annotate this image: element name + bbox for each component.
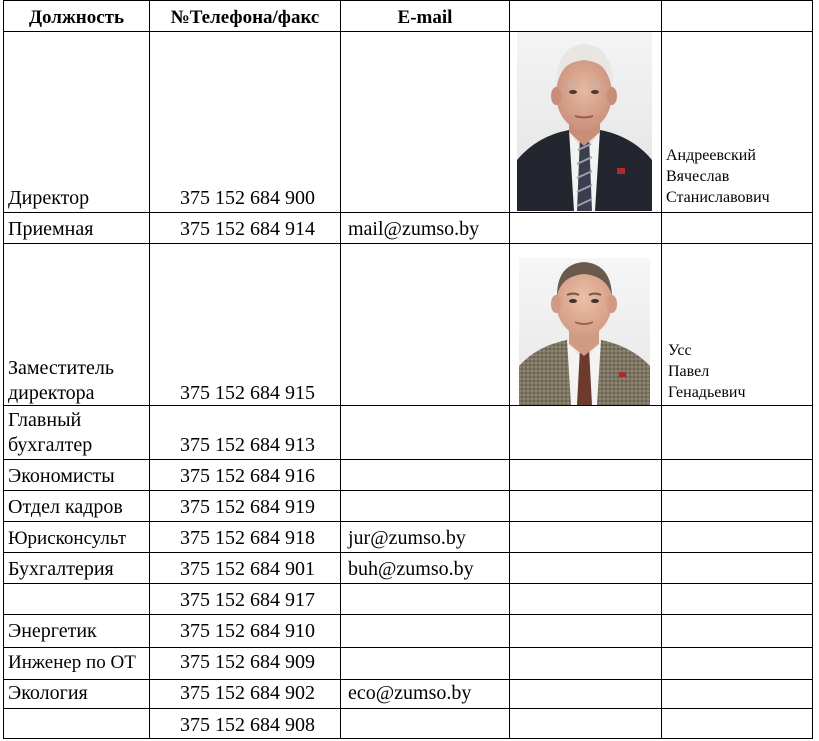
- position-cell: Отдел кадров: [8, 496, 123, 518]
- phone-cell: 375 152 684 900: [180, 187, 315, 209]
- phone-cell: 375 152 684 917: [180, 589, 315, 611]
- portrait-photo: [517, 32, 652, 211]
- phone-cell: 375 152 684 919: [180, 496, 315, 518]
- header-phone: №Телефона/факс: [170, 7, 320, 28]
- header-email: E-mail: [397, 7, 453, 28]
- table-column-divider: [661, 0, 662, 739]
- table-row-divider: [3, 212, 812, 213]
- table-row-divider: [3, 647, 812, 648]
- position-cell: Директор: [8, 187, 90, 209]
- phone-cell: 375 152 684 918: [180, 527, 315, 549]
- email-cell[interactable]: mail@zumso.by: [348, 218, 480, 240]
- position-cell: Экономисты: [8, 465, 115, 487]
- email-cell[interactable]: eco@zumso.by: [348, 682, 472, 704]
- position-cell: Юрисконсульт: [8, 528, 127, 549]
- phone-cell: 375 152 684 910: [180, 620, 315, 642]
- table-border-bottom: [3, 738, 812, 739]
- position-cell: директора: [8, 382, 95, 404]
- position-cell: Инженер по ОТ: [8, 652, 136, 673]
- portrait-photo: [519, 258, 650, 405]
- person-name-line: Павел: [668, 363, 710, 380]
- table-row-divider: [3, 679, 812, 680]
- table-column-divider: [509, 0, 510, 739]
- table-row-divider: [3, 459, 812, 460]
- phone-cell: 375 152 684 902: [180, 682, 315, 704]
- person-name-line: Андреевский: [666, 147, 756, 164]
- table-row-divider: [3, 614, 812, 615]
- position-cell: Экология: [8, 682, 88, 704]
- table-row-divider: [3, 521, 812, 522]
- position-cell: Бухгалтерия: [8, 558, 114, 580]
- table-column-divider: [149, 0, 150, 739]
- director-portrait-photo: [517, 32, 652, 211]
- table-row-divider: [3, 583, 812, 584]
- header-position: Должность: [28, 7, 125, 28]
- table-row-divider: [3, 552, 812, 553]
- table-row-divider: [3, 708, 812, 709]
- position-cell: Главный: [8, 409, 82, 431]
- table-border-top: [3, 0, 812, 1]
- position-cell: Заместитель: [8, 357, 114, 379]
- phone-cell: 375 152 684 914: [180, 218, 315, 240]
- position-cell: Приемная: [8, 218, 94, 240]
- position-cell: бухгалтер: [8, 434, 93, 456]
- table-border-left: [3, 0, 4, 739]
- person-name-line: Станиславович: [666, 189, 770, 206]
- phone-cell: 375 152 684 915: [180, 382, 315, 404]
- phone-cell: 375 152 684 913: [180, 434, 315, 456]
- position-cell: Энергетик: [8, 620, 97, 642]
- table-row-divider: [3, 490, 812, 491]
- phone-cell: 375 152 684 916: [180, 465, 315, 487]
- person-name-line: Вячеслав: [666, 168, 730, 185]
- table-column-divider: [340, 0, 341, 739]
- table-row-divider: [3, 31, 812, 32]
- phone-cell: 375 152 684 901: [180, 558, 315, 580]
- table-row-divider: [3, 243, 812, 244]
- email-cell[interactable]: jur@zumso.by: [348, 527, 466, 549]
- table-border-right: [812, 0, 813, 739]
- person-name-line: Генадьевич: [668, 384, 746, 401]
- phone-cell: 375 152 684 908: [180, 714, 315, 736]
- email-cell[interactable]: buh@zumso.by: [348, 558, 474, 580]
- phone-cell: 375 152 684 909: [180, 651, 315, 673]
- table-row-divider: [3, 405, 812, 406]
- person-name-line: Усс: [668, 342, 692, 359]
- deputy-portrait-photo: [519, 258, 650, 405]
